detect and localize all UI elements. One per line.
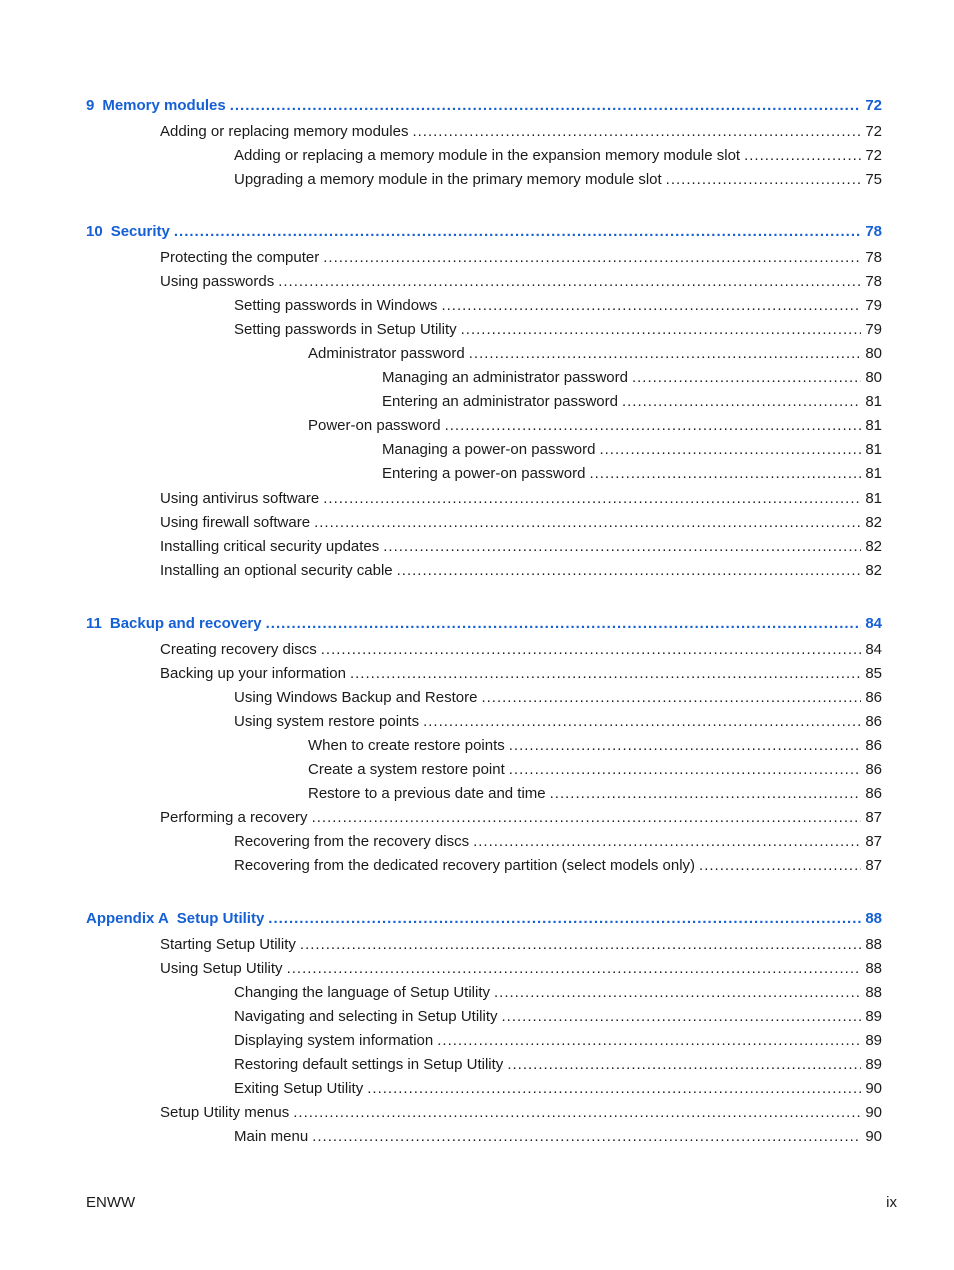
dot-leader: [323, 248, 861, 268]
toc-entry[interactable]: [160, 808, 882, 828]
toc-entry[interactable]: [160, 272, 882, 292]
toc-entry[interactable]: [160, 959, 882, 979]
toc-page-number: 85: [865, 664, 882, 682]
toc-entry[interactable]: [234, 1079, 882, 1099]
toc-entry-label: Managing a power-on password: [382, 441, 596, 459]
dot-leader: [321, 640, 862, 660]
toc-entry-label: Restoring default settings in Setup Utility: [234, 1056, 504, 1073]
toc-entry-label: Adding or replacing memory modules: [160, 122, 409, 140]
toc-entry[interactable]: [382, 368, 882, 388]
toc-entry[interactable]: [160, 489, 882, 509]
toc-entry[interactable]: [160, 248, 882, 268]
toc-chapter-entry[interactable]: [86, 222, 882, 242]
toc-page-number: 86: [865, 688, 882, 706]
dot-leader: [589, 464, 861, 484]
toc-entry-label: Restore to a previous date and time: [308, 785, 546, 803]
toc-page-number: 88: [865, 910, 882, 927]
dot-leader: [323, 489, 861, 509]
toc-page-number: 86: [865, 785, 882, 803]
dot-leader: [423, 712, 861, 732]
dot-leader: [473, 832, 861, 852]
dot-leader: [744, 146, 861, 166]
toc-page-number: 86: [865, 712, 882, 730]
toc-entry[interactable]: [234, 712, 882, 732]
chapter-number: 9: [86, 97, 95, 114]
toc-entry-label: Changing the language of Setup Utility: [234, 983, 491, 1001]
dot-leader: [550, 784, 862, 804]
toc-entry-label: Using firewall software: [160, 513, 311, 531]
toc-entry[interactable]: [234, 832, 882, 852]
toc-entry[interactable]: [234, 983, 882, 1003]
toc-page-number: 86: [865, 736, 882, 754]
dot-leader: [445, 416, 862, 436]
toc-entry-label: Using antivirus software: [160, 489, 320, 507]
toc-entry-label: Power-on password: [308, 417, 441, 435]
dot-leader: [383, 537, 861, 557]
dot-leader: [509, 760, 862, 780]
toc-page-number: 81: [865, 489, 882, 507]
dot-leader: [501, 1007, 861, 1027]
toc-page-number: 81: [865, 441, 882, 459]
toc-entry-label: Displaying system information: [234, 1031, 434, 1049]
page-number: ix: [886, 1194, 897, 1211]
toc-entry[interactable]: [234, 296, 882, 316]
dot-leader: [494, 983, 861, 1003]
dot-leader: [293, 1103, 861, 1123]
toc-entry-label: When to create restore points: [308, 736, 505, 754]
toc-chapter-entry[interactable]: [86, 614, 882, 634]
dot-leader: [312, 1127, 861, 1147]
dot-leader: [312, 808, 862, 828]
toc-entry[interactable]: [160, 935, 882, 955]
toc-page-number: 81: [865, 393, 882, 411]
toc-page-number: 82: [865, 513, 882, 531]
dot-leader: [268, 909, 861, 929]
chapter-number: 10: [86, 223, 103, 240]
dot-leader: [632, 368, 861, 388]
dot-leader: [437, 1031, 861, 1051]
toc-entry-label: Using Windows Backup and Restore: [234, 688, 478, 706]
dot-leader: [300, 935, 861, 955]
toc-page-number: 88: [865, 935, 882, 953]
toc-entry[interactable]: [382, 440, 882, 460]
toc-page-number: 80: [865, 344, 882, 362]
toc-entry[interactable]: [382, 392, 882, 412]
toc-entry[interactable]: [382, 464, 882, 484]
toc-entry-label: Creating recovery discs: [160, 640, 317, 658]
toc-entry-label: Main menu: [234, 1128, 309, 1146]
toc-entry-label: Entering a power-on password: [382, 465, 586, 483]
toc-entry-label: Navigating and selecting in Setup Utility: [234, 1007, 498, 1025]
toc-page-number: 89: [865, 1031, 882, 1049]
chapter-title: Security: [110, 223, 170, 240]
chapter-number: Appendix A: [86, 910, 169, 927]
chapter-number: 11: [86, 615, 102, 632]
toc-page-number: 84: [865, 615, 882, 632]
toc-entry-label: Recovering from the recovery discs: [234, 833, 470, 851]
toc-page-number: 87: [865, 857, 882, 875]
toc-entry-label: [86, 909, 264, 929]
dot-leader: [367, 1079, 861, 1099]
toc-chapter-entry[interactable]: [86, 909, 882, 929]
toc-entry-label: Upgrading a memory module in the primary memory module slot: [234, 170, 662, 188]
dot-leader: [397, 561, 862, 581]
toc-entry-label: Using system restore points: [234, 712, 420, 730]
toc-entry[interactable]: [234, 170, 882, 190]
chapter-title: Memory modules: [102, 97, 226, 114]
toc-entry-label: Setting passwords in Setup Utility: [234, 320, 457, 338]
toc-entry-label: Using passwords: [160, 272, 275, 290]
chapter-title: Setup Utility: [176, 910, 265, 927]
toc-entry-label: Starting Setup Utility: [160, 935, 296, 953]
dot-leader: [350, 664, 861, 684]
toc-entry[interactable]: [308, 736, 882, 756]
toc-entry[interactable]: [308, 344, 882, 364]
toc-entry[interactable]: [160, 513, 882, 533]
toc-page-number: 79: [865, 320, 882, 338]
toc-entry[interactable]: [308, 760, 882, 780]
dot-leader: [278, 272, 861, 292]
toc-entry[interactable]: [160, 122, 882, 142]
toc-page-number: 72: [865, 97, 882, 114]
toc-entry[interactable]: [308, 416, 882, 436]
toc-entry-label: [86, 614, 262, 634]
toc-entry[interactable]: [308, 784, 882, 804]
toc-entry-label: Protecting the computer: [160, 248, 320, 266]
toc-page-number: 88: [865, 959, 882, 977]
dot-leader: [314, 513, 861, 533]
dot-leader: [266, 614, 862, 634]
toc-page-number: 86: [865, 761, 882, 778]
toc-page-number: 82: [865, 561, 882, 579]
toc-page-number: 90: [865, 1128, 882, 1146]
toc-entry-label: Exiting Setup Utility: [234, 1080, 364, 1098]
dot-leader: [412, 122, 861, 142]
toc-page-number: 79: [865, 296, 882, 314]
toc-page-number: 89: [865, 1056, 882, 1073]
toc-entry[interactable]: [160, 640, 882, 660]
dot-leader: [509, 736, 862, 756]
toc-entry-label: Administrator password: [308, 344, 465, 362]
toc-page-number: 88: [865, 983, 882, 1001]
dot-leader: [469, 344, 862, 364]
toc-chapter-entry[interactable]: [86, 96, 882, 116]
toc-page-number: 81: [865, 417, 882, 435]
toc-entry[interactable]: [160, 537, 882, 557]
toc-entry-label: Managing an administrator password: [382, 369, 628, 386]
toc-entry[interactable]: [160, 561, 882, 581]
dot-leader: [174, 222, 861, 242]
toc-page-number: 78: [865, 223, 882, 240]
toc-page-number: 72: [865, 146, 882, 164]
toc-entry-label: Using Setup Utility: [160, 959, 283, 977]
chapter-title: Backup and recovery: [109, 615, 262, 632]
toc-entry[interactable]: [234, 1055, 882, 1075]
dot-leader: [699, 856, 861, 876]
toc-entry-label: Installing critical security updates: [160, 537, 380, 555]
toc-entry[interactable]: [234, 1007, 882, 1027]
toc-entry[interactable]: [234, 1031, 882, 1051]
toc-page-number: 90: [865, 1080, 882, 1098]
dot-leader: [287, 959, 862, 979]
toc-entry-label: Backing up your information: [160, 664, 346, 682]
dot-leader: [666, 170, 862, 190]
dot-leader: [461, 320, 862, 340]
toc-page-number: 78: [865, 248, 882, 266]
toc-page-number: 72: [865, 122, 882, 140]
dot-leader: [507, 1055, 861, 1075]
toc-entry[interactable]: [234, 688, 882, 708]
toc-entry-label: Setting passwords in Windows: [234, 296, 438, 314]
toc-page-number: 89: [865, 1007, 882, 1025]
toc-entry[interactable]: [234, 320, 882, 340]
toc-entry-label: [86, 96, 226, 116]
toc-page-number: 84: [865, 640, 882, 658]
toc-page-number: 82: [865, 537, 882, 555]
toc-entry-label: Performing a recovery: [160, 809, 308, 827]
toc-page-number: 80: [865, 369, 882, 386]
footer-left-text: ENWW: [86, 1194, 136, 1211]
dot-leader: [599, 440, 861, 460]
toc-entry[interactable]: [160, 1103, 882, 1123]
toc-page-number: 75: [865, 170, 882, 188]
toc-entry-label: Recovering from the dedicated recovery partition (select models only): [234, 857, 696, 875]
toc-entry-label: Adding or replacing a memory module in the expansion memory module slot: [234, 146, 741, 164]
dot-leader: [622, 392, 861, 412]
toc-page-number: 87: [865, 809, 882, 827]
toc-entry[interactable]: [234, 856, 882, 876]
toc-entry-label: Entering an administrator password: [382, 393, 618, 411]
dot-leader: [441, 296, 861, 316]
toc-page-number: 90: [865, 1104, 882, 1122]
toc-page-number: 81: [865, 465, 882, 483]
toc-page-number: 78: [865, 272, 882, 290]
toc-entry-label: [86, 222, 170, 242]
toc-entry-label: Installing an optional security cable: [160, 561, 393, 579]
toc-entry[interactable]: [160, 664, 882, 684]
toc-page-number: 87: [865, 833, 882, 851]
toc-entry[interactable]: [234, 146, 882, 166]
dot-leader: [230, 96, 862, 116]
toc-entry-label: Setup Utility menus: [160, 1104, 290, 1122]
dot-leader: [481, 688, 861, 708]
toc-entry-label: Create a system restore point: [308, 761, 505, 778]
toc-entry[interactable]: [234, 1127, 882, 1147]
